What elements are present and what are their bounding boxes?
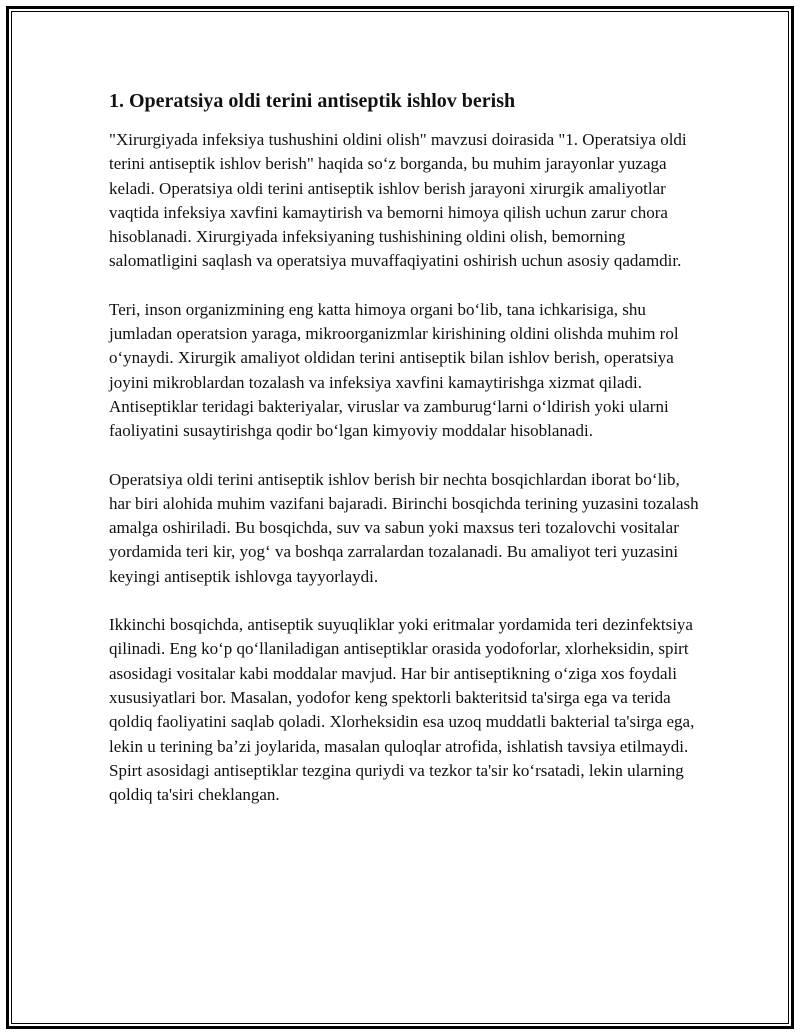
- paragraph-intro: "Xirurgiyada infeksiya tushushini oldini olish" mavzusi doirasida "1. Operatsiya oldi terini antiseptik ishlov berish" haqida soʻz borganda, bu muhim jarayonlar yuzaga keladi. Operatsiya oldi terini antiseptik ishlov berish jarayoni xirurgik amaliyotlar vaqtida infeksiya xavfini kamaytirish va bemorni himoya qilish uchun zarur chora hisoblanadi. Xirurgiyada infeksiyaning tushishining oldini olish, bemorning salomatligini saqlash va operatsiya muvaffaqiyatini oshirish uchun asosiy qadamdir.: [109, 130, 687, 271]
- paragraph-stage-one: Operatsiya oldi terini antiseptik ishlov berish bir nechta bosqichlardan iborat boʻlib, har biri alohida muhim vazifani bajaradi. Birinchi bosqichda terining yuzasini tozalash amalga oshiriladi. Bu bosqichda, suv va sabun yoki maxsus teri tozalovchi vositalar yordamida teri kir, yogʻ va boshqa zarralardan tozalanadi. Bu amaliyot teri yuzasini keyingi antiseptik ishlovga tayyorlaydi.: [109, 469, 699, 586]
- section-heading: 1. Operatsiya oldi terini antiseptik ishlov berish: [109, 90, 516, 112]
- paragraph-stage-two: Ikkinchi bosqichda, antiseptik suyuqliklar yoki eritmalar yordamida teri dezinfektsiya qilinadi. Eng koʻp qoʻllaniladigan antiseptiklar orasida yodoforlar, xlorheksidin, spirt asosidagi vositalar kabi moddalar mavjud. Har bir antiseptikning oʻziga xos foydali xususiyatlari bor. Masalan, yodofor keng spektorli bakteritsid ta'sirga ega va terida qoldiq faoliyatini saqlab qoladi. Xlorheksidin esa uzoq muddatli bakterial ta'sirga ega, lekin u terining baʼzi joylarida, masalan quloqlar atrofida, ishlatish tavsiya etilmaydi. Spirt asosidagi antiseptiklar tezgina quriydi va tezkor ta'sir koʻrsatadi, lekin ularning qoldiq ta'siri cheklangan.: [109, 615, 695, 805]
- document-body: [109, 88, 699, 831]
- paragraph-skin-role: Teri, inson organizmining eng katta himoya organi boʻlib, tana ichkarisiga, shu jumladan operatsion yaraga, mikroorganizmlar kirishining oldini olishda muhim rol oʻynaydi. Xirurgik amaliyot oldidan terini antiseptik bilan ishlov berish, operatsiya joyini mikroblardan tozalash va infeksiya xavfini kamaytirishga xizmat qiladi. Antiseptiklar teridagi bakteriyalar, viruslar va zamburugʻlarni oʻldirish yoki ularni faoliyatini susaytirishga qodir boʻlgan kimyoviy moddalar hisoblanadi.: [109, 299, 679, 441]
